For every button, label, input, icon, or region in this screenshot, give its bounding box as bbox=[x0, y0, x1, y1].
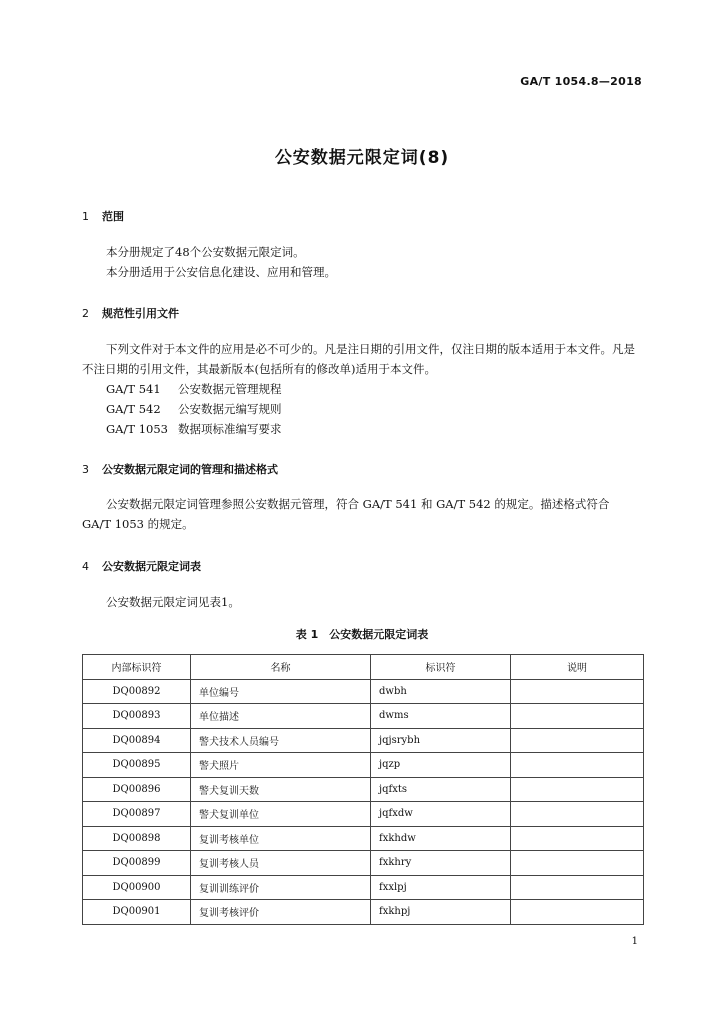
qualifier-table bbox=[82, 654, 644, 925]
header-identifier: 标识符 bbox=[371, 655, 511, 680]
cell-description bbox=[511, 875, 644, 900]
page-number: 1 bbox=[631, 936, 638, 947]
cell-description bbox=[511, 777, 644, 802]
reference-title: 公安数据元编写规则 bbox=[178, 402, 282, 416]
section-2-heading bbox=[82, 305, 179, 321]
scope-paragraphs bbox=[82, 242, 642, 282]
scope-paragraph-2: 本分册适用于公安信息化建设、应用和管理。 bbox=[106, 265, 336, 279]
table-header-row bbox=[83, 655, 644, 680]
cell-description bbox=[511, 728, 644, 753]
normative-intro: 下列文件对于本文件的应用是必不可少的。凡是注日期的引用文件，仅注日期的版本适用于本文件。凡是不注日期的引用文件，其最新版本(包括所有的修改单)适用于本文件。 bbox=[82, 342, 635, 376]
table-intro bbox=[82, 592, 642, 612]
section-3-heading bbox=[82, 461, 278, 477]
table-row bbox=[83, 900, 644, 925]
cell-internal-id: DQ00892 bbox=[83, 679, 191, 704]
cell-internal-id: DQ00899 bbox=[83, 851, 191, 876]
cell-identifier: dwms bbox=[371, 704, 511, 729]
cell-identifier: fxkhdw bbox=[371, 826, 511, 851]
cell-description bbox=[511, 851, 644, 876]
management-paragraphs bbox=[82, 494, 642, 534]
cell-internal-id: DQ00900 bbox=[83, 875, 191, 900]
cell-name: 单位描述 bbox=[191, 704, 371, 729]
cell-name: 复训考核单位 bbox=[191, 826, 371, 851]
cell-description bbox=[511, 900, 644, 925]
cell-description bbox=[511, 679, 644, 704]
section-title: 规范性引用文件 bbox=[102, 307, 179, 320]
cell-identifier: jqzp bbox=[371, 753, 511, 778]
cell-identifier: fxxlpj bbox=[371, 875, 511, 900]
table-row bbox=[83, 704, 644, 729]
cell-description bbox=[511, 753, 644, 778]
cell-name: 复训考核评价 bbox=[191, 900, 371, 925]
reference-item bbox=[82, 419, 642, 439]
document-title: 公安数据元限定词(8) bbox=[274, 148, 450, 168]
cell-identifier: fxkhry bbox=[371, 851, 511, 876]
reference-title: 公安数据元管理规程 bbox=[178, 382, 282, 396]
table-row bbox=[83, 826, 644, 851]
cell-internal-id: DQ00893 bbox=[83, 704, 191, 729]
reference-code: GA/T 542 bbox=[106, 402, 161, 416]
table-row bbox=[83, 728, 644, 753]
reference-item bbox=[82, 379, 642, 399]
section-title: 公安数据元限定词的管理和描述格式 bbox=[102, 463, 278, 476]
normative-references bbox=[82, 339, 642, 439]
cell-internal-id: DQ00895 bbox=[83, 753, 191, 778]
cell-name: 复训训练评价 bbox=[191, 875, 371, 900]
section-number: 4 bbox=[82, 560, 89, 573]
table-row bbox=[83, 753, 644, 778]
cell-identifier: jqjsrybh bbox=[371, 728, 511, 753]
management-paragraph: 公安数据元限定词管理参照公安数据元管理，符合 GA/T 541 和 GA/T 542 的规定。描述格式符合 GA/T 1053 的规定。 bbox=[82, 497, 610, 531]
cell-description bbox=[511, 704, 644, 729]
section-title: 范围 bbox=[102, 210, 124, 223]
header-description: 说明 bbox=[511, 655, 644, 680]
section-number: 3 bbox=[82, 463, 89, 476]
reference-code: GA/T 541 bbox=[106, 382, 161, 396]
table-row bbox=[83, 802, 644, 827]
reference-title: 数据项标准编写要求 bbox=[178, 422, 282, 436]
standard-code: GA/T 1054.8—2018 bbox=[520, 75, 642, 88]
section-title: 公安数据元限定词表 bbox=[102, 560, 201, 573]
section-number: 2 bbox=[82, 307, 89, 320]
reference-item bbox=[82, 399, 642, 419]
cell-identifier: jqfxdw bbox=[371, 802, 511, 827]
header-internal-id: 内部标识符 bbox=[83, 655, 191, 680]
cell-internal-id: DQ00897 bbox=[83, 802, 191, 827]
table-row bbox=[83, 875, 644, 900]
cell-internal-id: DQ00901 bbox=[83, 900, 191, 925]
cell-name: 单位编号 bbox=[191, 679, 371, 704]
section-4-heading bbox=[82, 558, 201, 574]
cell-internal-id: DQ00896 bbox=[83, 777, 191, 802]
scope-paragraph-1: 本分册规定了48个公安数据元限定词。 bbox=[106, 245, 305, 259]
reference-code: GA/T 1053 bbox=[106, 422, 168, 436]
cell-name: 警犬技术人员编号 bbox=[191, 728, 371, 753]
header-name: 名称 bbox=[191, 655, 371, 680]
cell-name: 警犬复训天数 bbox=[191, 777, 371, 802]
cell-identifier: jqfxts bbox=[371, 777, 511, 802]
cell-name: 复训考核人员 bbox=[191, 851, 371, 876]
cell-name: 警犬复训单位 bbox=[191, 802, 371, 827]
table-row bbox=[83, 777, 644, 802]
table-caption: 表 1 公安数据元限定词表 bbox=[295, 628, 429, 641]
cell-identifier: dwbh bbox=[371, 679, 511, 704]
cell-identifier: fxkhpj bbox=[371, 900, 511, 925]
section-number: 1 bbox=[82, 210, 89, 223]
table-row bbox=[83, 679, 644, 704]
section-1-heading bbox=[82, 208, 124, 224]
cell-name: 警犬照片 bbox=[191, 753, 371, 778]
cell-description bbox=[511, 802, 644, 827]
cell-description bbox=[511, 826, 644, 851]
cell-internal-id: DQ00898 bbox=[83, 826, 191, 851]
table-intro-paragraph: 公安数据元限定词见表1。 bbox=[106, 595, 240, 609]
cell-internal-id: DQ00894 bbox=[83, 728, 191, 753]
table-row bbox=[83, 851, 644, 876]
